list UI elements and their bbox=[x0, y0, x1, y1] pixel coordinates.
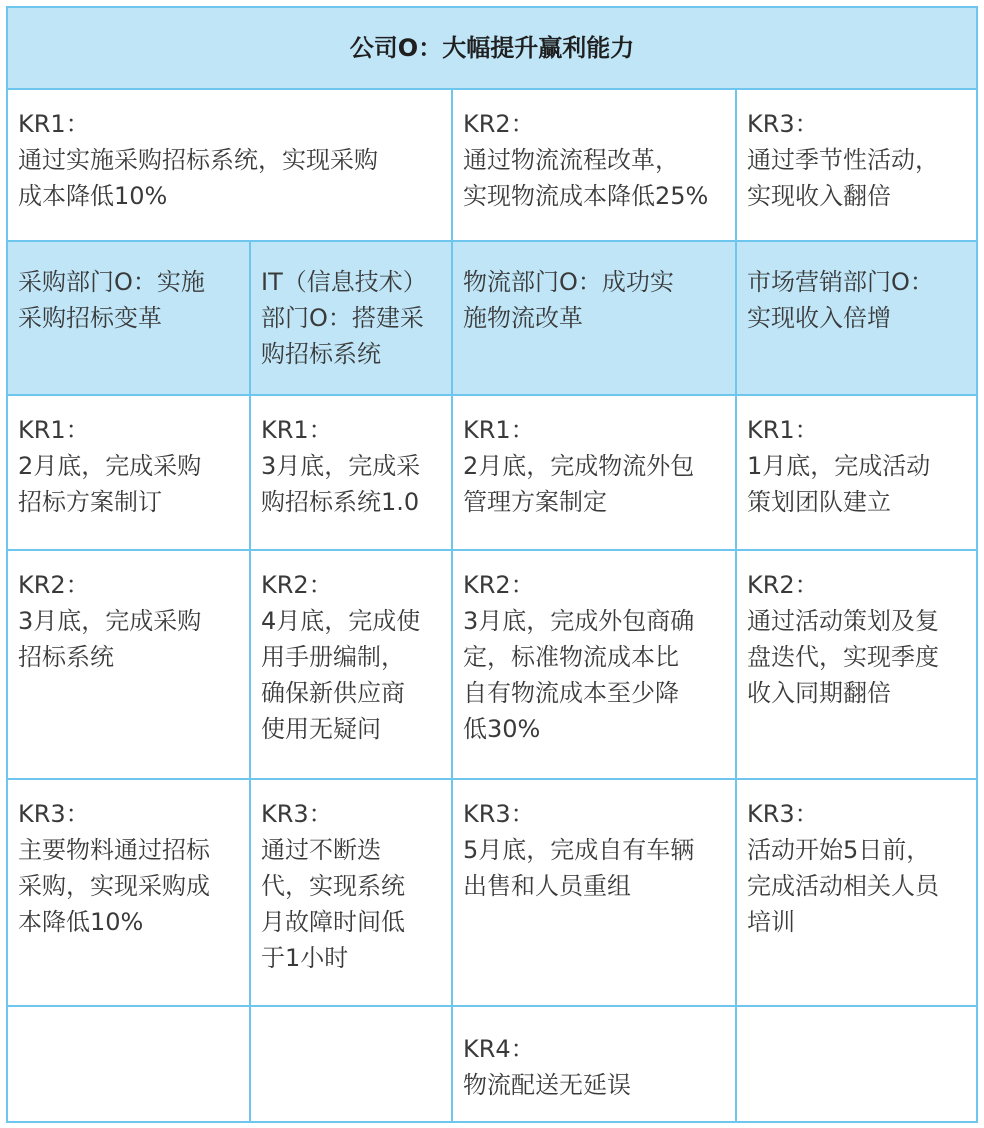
kr-text-line: 确保新供应商 bbox=[261, 679, 405, 707]
kr-text-line: 物流配送无延误 bbox=[463, 1071, 631, 1099]
marketing-kr4-empty bbox=[737, 1007, 976, 1121]
kr-text-line: 3月底，完成采 bbox=[261, 452, 421, 480]
kr-text-line: 本降低10% bbox=[18, 908, 144, 936]
company-objective-title: 公司O：大幅提升赢利能力 bbox=[8, 8, 976, 88]
kr-text-line: 通过活动策划及复 bbox=[747, 607, 939, 635]
it-kr2 bbox=[251, 551, 451, 778]
kr-label: KR2： bbox=[18, 571, 90, 599]
kr-label: KR1： bbox=[747, 416, 819, 444]
kr-text-line: 用手册编制， bbox=[261, 643, 405, 671]
kr-text-line: 月故障时间低 bbox=[261, 908, 405, 936]
procurement-kr4-empty bbox=[8, 1007, 249, 1121]
kr-text-line: 采购，实现采购成 bbox=[18, 872, 210, 900]
kr-label: KR4： bbox=[463, 1035, 535, 1063]
dept-objective-it bbox=[251, 242, 451, 394]
kr-text-line: 代，实现系统 bbox=[261, 872, 405, 900]
kr-text-line: 3月底，完成采购 bbox=[18, 607, 202, 635]
kr-text-line: 使用无疑问 bbox=[261, 715, 381, 743]
column-divider bbox=[451, 90, 453, 1121]
marketing-kr1 bbox=[737, 396, 976, 549]
kr-text-line: 完成活动相关人员 bbox=[747, 872, 939, 900]
kr-label: KR1： bbox=[18, 110, 90, 138]
kr-text-line: 于1小时 bbox=[261, 944, 349, 972]
kr-label: KR2： bbox=[261, 571, 333, 599]
dept-text-line: 实现收入倍增 bbox=[747, 304, 891, 332]
procurement-kr2 bbox=[8, 551, 249, 778]
kr-label: KR1： bbox=[18, 416, 90, 444]
dept-text-line: 采购部门O：实施 bbox=[18, 268, 205, 296]
row-divider bbox=[8, 394, 976, 396]
row-divider bbox=[8, 549, 976, 551]
marketing-kr3 bbox=[737, 780, 976, 1005]
dept-text-line: 物流部门O：成功实 bbox=[463, 268, 674, 296]
procurement-kr3 bbox=[8, 780, 249, 1005]
procurement-kr1 bbox=[8, 396, 249, 549]
kr-text-line: 1月底，完成活动 bbox=[747, 452, 931, 480]
row-divider bbox=[8, 778, 976, 780]
dept-objective-logistics bbox=[453, 242, 735, 394]
kr-text-line: 实现收入翻倍 bbox=[747, 182, 891, 210]
logistics-kr1 bbox=[453, 396, 735, 549]
it-kr3 bbox=[251, 780, 451, 1005]
kr-text-line: 主要物料通过招标 bbox=[18, 836, 210, 864]
kr-text-line: 2月底，完成采购 bbox=[18, 452, 202, 480]
row-divider bbox=[8, 1005, 976, 1007]
kr-text-line: 招标系统 bbox=[18, 643, 114, 671]
company-kr3 bbox=[737, 90, 976, 240]
kr-label: KR1： bbox=[261, 416, 333, 444]
kr-text-line: 5月底，完成自有车辆 bbox=[463, 836, 695, 864]
kr-text-line: 招标方案制订 bbox=[18, 488, 162, 516]
dept-objective-procurement bbox=[8, 242, 249, 394]
dept-text-line: 部门O：搭建采 bbox=[261, 304, 424, 332]
company-kr1 bbox=[8, 90, 451, 240]
kr-text-line: 4月底，完成使 bbox=[261, 607, 421, 635]
column-divider bbox=[735, 90, 737, 1121]
dept-text-line: 购招标系统 bbox=[261, 340, 381, 368]
kr-text-line: 通过物流流程改革， bbox=[463, 146, 679, 174]
kr-text-line: 购招标系统1.0 bbox=[261, 488, 420, 516]
kr-text-line: 通过实施采购招标系统，实现采购 bbox=[18, 146, 378, 174]
kr-label: KR3： bbox=[18, 800, 90, 828]
row-divider bbox=[8, 88, 976, 90]
row-divider bbox=[8, 240, 976, 242]
kr-text-line: 出售和人员重组 bbox=[463, 872, 631, 900]
it-kr4-empty bbox=[251, 1007, 451, 1121]
kr-text-line: 自有物流成本至少降 bbox=[463, 679, 679, 707]
kr-label: KR2： bbox=[463, 110, 535, 138]
kr-label: KR1： bbox=[463, 416, 535, 444]
kr-label: KR2： bbox=[463, 571, 535, 599]
column-divider bbox=[249, 242, 251, 1121]
dept-text-line: 市场营销部门O： bbox=[747, 268, 934, 296]
marketing-kr2 bbox=[737, 551, 976, 778]
dept-text-line: 施物流改革 bbox=[463, 304, 583, 332]
logistics-kr3 bbox=[453, 780, 735, 1005]
kr-label: KR3： bbox=[261, 800, 333, 828]
kr-label: KR3： bbox=[747, 110, 819, 138]
kr-text-line: 活动开始5日前， bbox=[747, 836, 931, 864]
kr-text-line: 成本降低10% bbox=[18, 182, 168, 210]
dept-text-line: IT（信息技术） bbox=[261, 268, 427, 296]
kr-text-line: 定，标准物流成本比 bbox=[463, 643, 679, 671]
kr-text-line: 3月底，完成外包商确 bbox=[463, 607, 695, 635]
company-kr2 bbox=[453, 90, 735, 240]
kr-text-line: 实现物流成本降低25% bbox=[463, 182, 709, 210]
dept-objective-marketing bbox=[737, 242, 976, 394]
kr-text-line: 2月底，完成物流外包 bbox=[463, 452, 695, 480]
kr-text-line: 低30% bbox=[463, 715, 541, 743]
kr-text-line: 培训 bbox=[747, 908, 795, 936]
kr-text-line: 策划团队建立 bbox=[747, 488, 891, 516]
kr-text-line: 通过不断迭 bbox=[261, 836, 381, 864]
kr-text-line: 管理方案制定 bbox=[463, 488, 607, 516]
dept-text-line: 采购招标变革 bbox=[18, 304, 162, 332]
kr-text-line: 收入同期翻倍 bbox=[747, 679, 891, 707]
kr-label: KR3： bbox=[463, 800, 535, 828]
it-kr1 bbox=[251, 396, 451, 549]
logistics-kr2 bbox=[453, 551, 735, 778]
kr-label: KR2： bbox=[747, 571, 819, 599]
kr-label: KR3： bbox=[747, 800, 819, 828]
kr-text-line: 盘迭代，实现季度 bbox=[747, 643, 939, 671]
okr-table bbox=[6, 6, 978, 1123]
logistics-kr4 bbox=[453, 1007, 735, 1121]
kr-text-line: 通过季节性活动， bbox=[747, 146, 939, 174]
